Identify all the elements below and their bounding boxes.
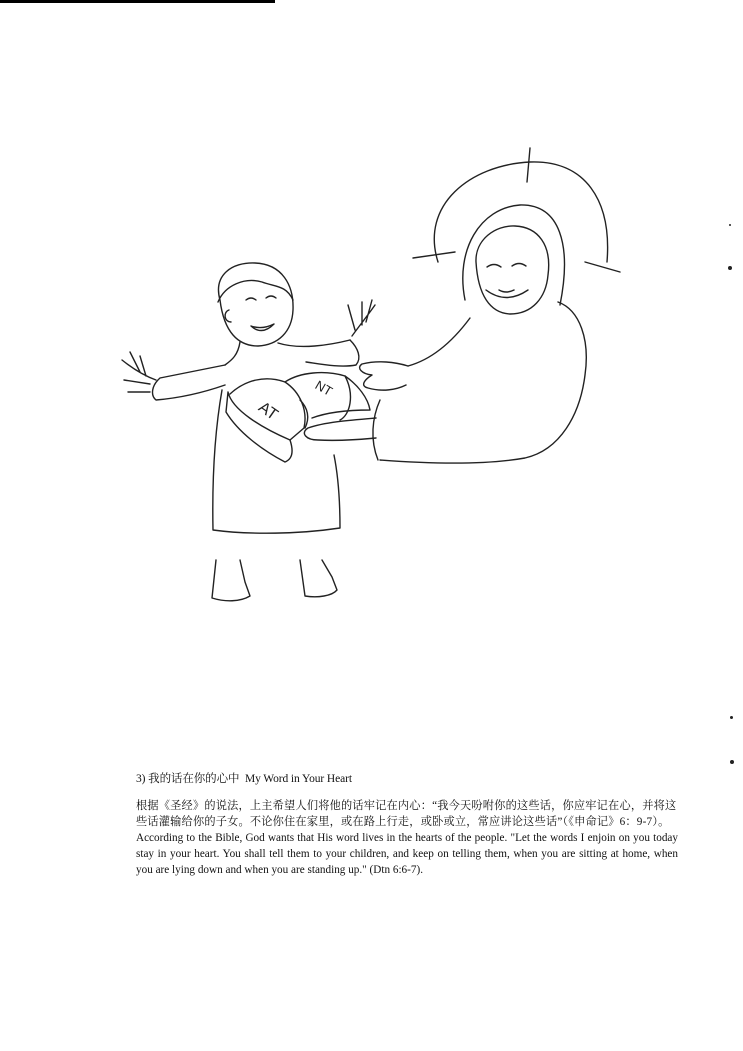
child-left-arm: [153, 365, 225, 400]
scan-speck: [730, 760, 734, 764]
body-english: According to the Bible, God wants that His word lives in the hearts of the people. "Let the words I enjoin on you today stay in your heart. You shall tell them to your children, and keep on telling them, when you are sitting at home, when you are lying down and when you are standing up." (Dtn 6:6-7).: [136, 832, 678, 876]
jesus-mouth: [499, 290, 514, 292]
illustration-caption: [136, 770, 676, 786]
bible-right-edge: [340, 376, 350, 420]
scan-speck: [730, 716, 733, 719]
child-smile: [251, 324, 274, 331]
child-right-shoulder: [278, 340, 350, 346]
halo-ray: [413, 252, 455, 258]
jesus-upper-hand: [360, 362, 408, 390]
bible-left-label: AT: [255, 398, 281, 424]
halo-ray: [527, 148, 530, 182]
child-eye: [266, 296, 276, 298]
jesus-inner-arm: [408, 318, 470, 366]
child-head: [219, 263, 294, 346]
child-ear: [225, 310, 231, 322]
caption-number: 3): [136, 773, 146, 785]
bible-spine: [300, 400, 308, 428]
bible-right-label: NT: [312, 377, 336, 400]
jesus-shoulder: [380, 302, 586, 463]
child-left-hand: [122, 352, 156, 392]
jesus-lower-sleeve: [373, 400, 380, 460]
child-eye: [246, 298, 256, 300]
jesus-beard: [486, 290, 528, 298]
jesus-lower-hand: [304, 418, 376, 440]
body-chinese: 根据《圣经》的说法，上主希望人们将他的话牢记在内心：“我今天吩咐你的这些话，你应牢记在心，并将这些话灌输给你的子女。不论你住在家里，或在路上行走，或卧或立，常应讲论这些话”（《申命记》6：9-7）。: [136, 800, 677, 828]
halo: [434, 162, 607, 262]
jesus-eye: [512, 264, 526, 267]
halo-ray: [585, 262, 620, 272]
body-text: [136, 798, 678, 878]
caption-zh-title: 我的话在你的心中: [148, 773, 240, 785]
caption-en-title: My Word in Your Heart: [244, 773, 352, 785]
child-neck: [225, 342, 240, 365]
jesus-face: [476, 226, 549, 314]
child-right-hand: [348, 300, 375, 336]
child-leg: [300, 560, 337, 597]
jesus-eye: [487, 265, 501, 268]
child-leg: [212, 560, 250, 601]
bible-left-page: [226, 392, 292, 462]
